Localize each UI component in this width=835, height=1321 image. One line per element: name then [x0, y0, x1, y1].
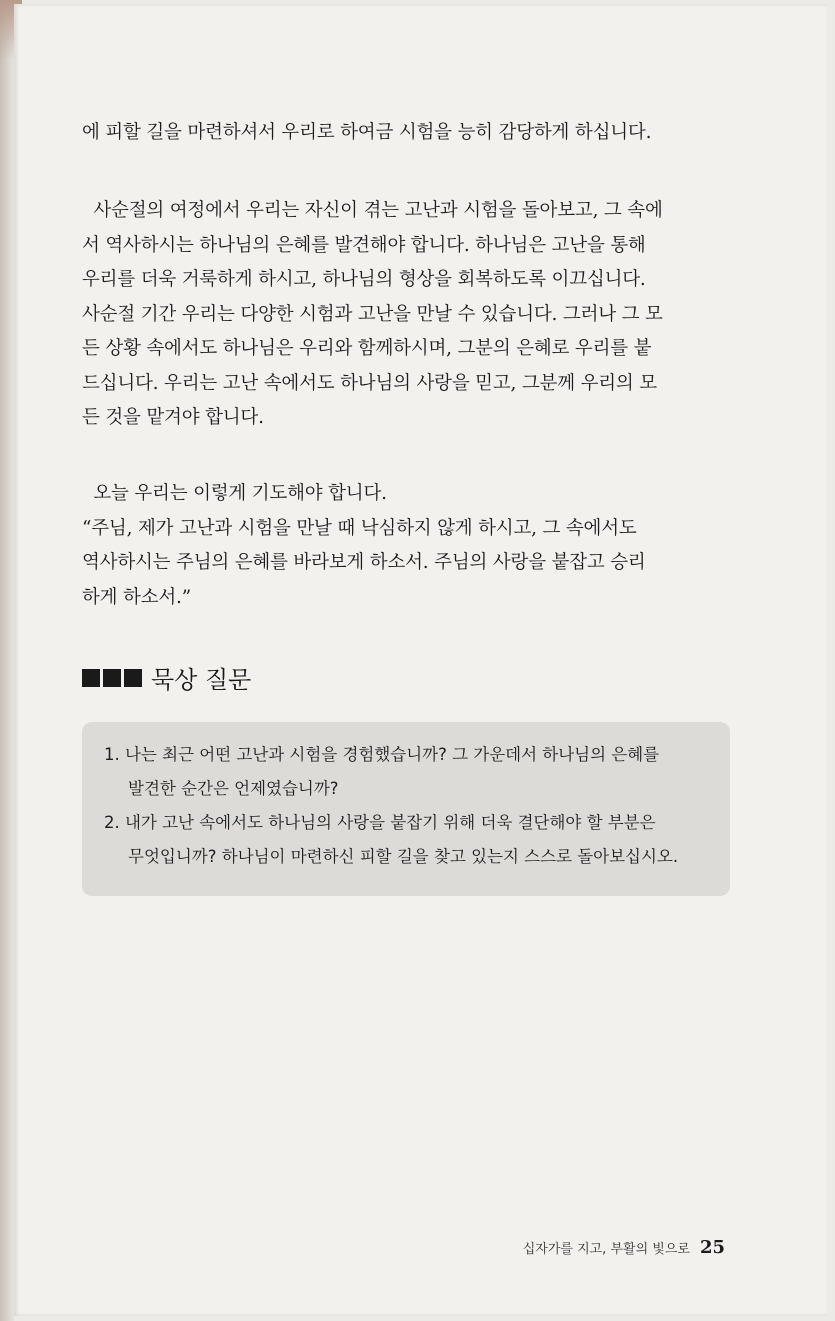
- square-bullet-icon: [124, 669, 142, 687]
- text-line: 사순절의 여정에서 우리는 자신이 겪는 고난과 시험을 돌아보고, 그 속에: [82, 200, 663, 221]
- page-number: 25: [699, 1237, 725, 1258]
- page-footer: [523, 1237, 725, 1258]
- text-line: 든 상황 속에서도 하나님은 우리와 함께하시며, 그분의 은혜로 우리를 붙: [82, 338, 652, 359]
- square-bullet-icon: [103, 669, 121, 687]
- text-line: 우리를 더욱 거룩하게 하시고, 하나님의 형상을 회복하도록 이끄십니다.: [82, 269, 646, 290]
- text-line: 에 피할 길을 마련하셔서 우리로 하여금 시험을 능히 감당하게 하십니다.: [82, 122, 652, 143]
- paragraph-3: [82, 477, 742, 615]
- text-line: 하게 하소서.”: [82, 586, 191, 608]
- book-gutter-edge: [0, 0, 14, 1321]
- text-line: “주님, 제가 고난과 시험을 만날 때 낙심하지 않게 하시고, 그 속에서도: [82, 517, 637, 539]
- text-line: 역사하시는 주님의 은혜를 바라보게 하소서. 주님의 사랑을 붙잡고 승리: [82, 552, 646, 573]
- paragraph-2: [82, 194, 742, 436]
- questions-box: [82, 722, 730, 896]
- section-heading: [82, 660, 251, 695]
- question-1-line-1: 1. 나는 최근 어떤 고난과 시험을 경험했습니까? 그 가운데서 하나님의 은혜를: [104, 745, 660, 764]
- text-line: 든 것을 맡겨야 합니다.: [82, 407, 264, 428]
- text-line: 사순절 기간 우리는 다양한 시험과 고난을 만날 수 있습니다. 그러나 그 모: [82, 303, 663, 325]
- text-line: 서 역사하시는 하나님의 은혜를 발견해야 합니다. 하나님은 고난을 통해: [82, 234, 646, 256]
- text-line: 드십니다. 우리는 고난 속에서도 하나님의 사랑을 믿고, 그분께 우리의 모: [82, 372, 657, 394]
- question-2-line-2: 무엇입니까? 하나님이 마련하신 피할 길을 찾고 있는지 스스로 돌아보십시오.: [128, 847, 679, 866]
- question-1-line-2: 발견한 순간은 언제였습니까?: [128, 779, 339, 798]
- text-line: 오늘 우리는 이렇게 기도해야 합니다.: [82, 483, 387, 504]
- question-2-line-1: 2. 내가 고난 속에서도 하나님의 사랑을 붙잡기 위해 더욱 결단해야 할 부분은: [104, 813, 656, 832]
- section-title: 묵상 질문: [151, 666, 252, 694]
- running-title: 십자가를 지고, 부활의 빛으로: [522, 1242, 690, 1257]
- paragraph-1: [82, 116, 742, 151]
- square-bullet-icon: [82, 669, 100, 687]
